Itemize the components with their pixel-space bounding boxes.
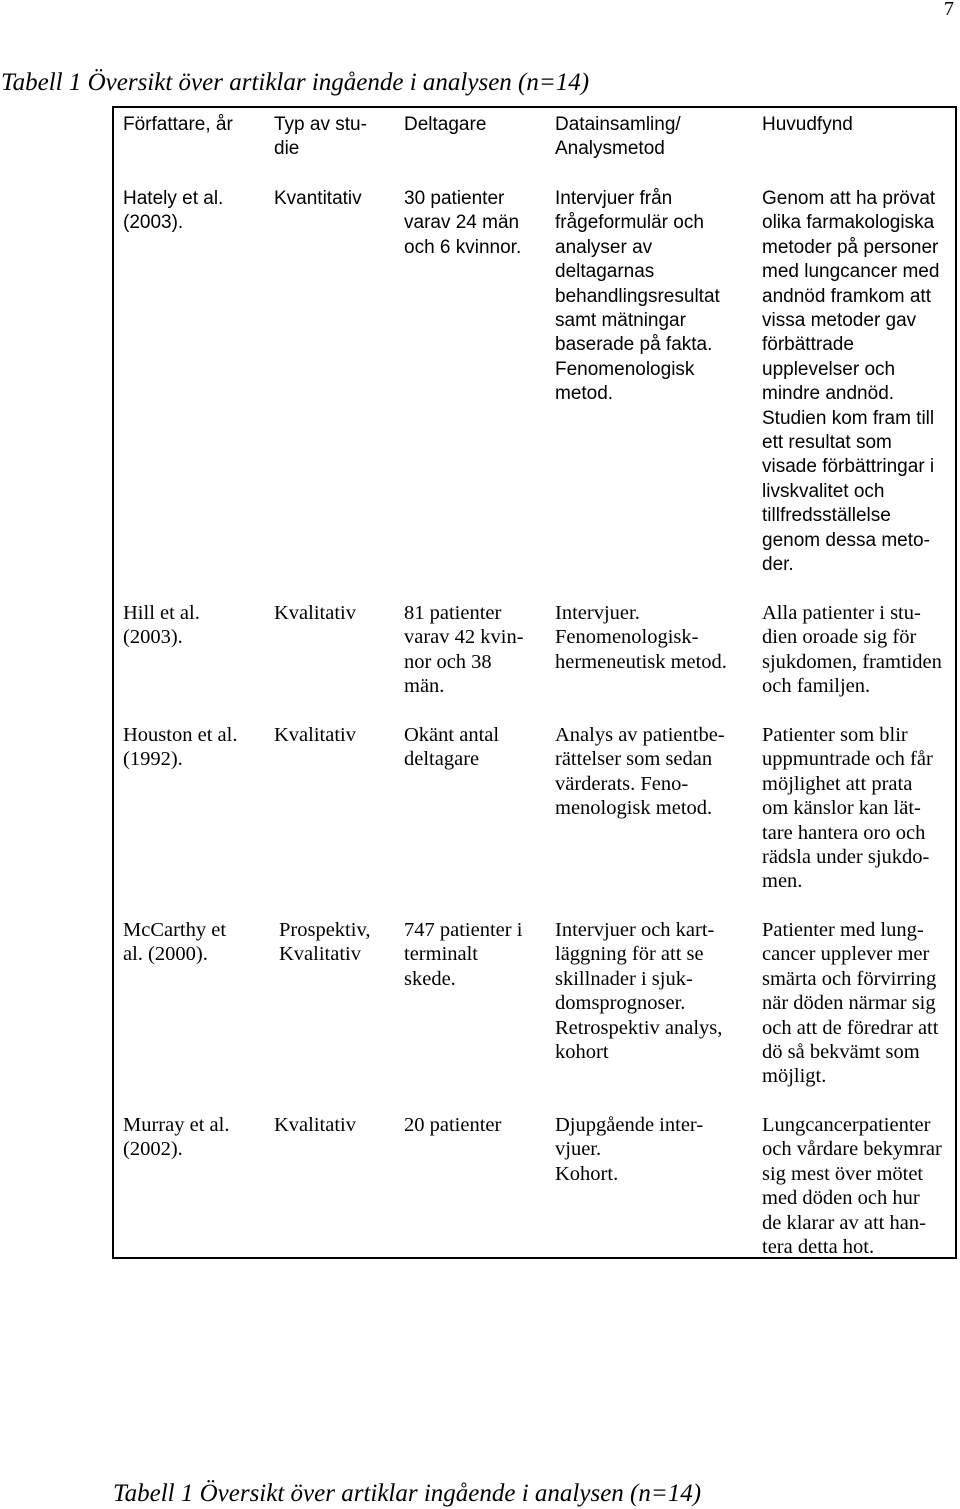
method-cell: Intervjuer och kart- läggning för att se skillnader i sjuk- domsprognoser. Retrospektiv analys, kohort xyxy=(555,919,723,1064)
study-type-cell: Kvantitativ xyxy=(274,188,362,209)
participants-cell: 747 patienter i terminalt skede. xyxy=(404,919,523,990)
header-findings: Huvudfynd xyxy=(762,114,853,135)
study-type-cell: Kvalitativ xyxy=(274,602,356,624)
header-method: Datainsamling/ Analysmetod xyxy=(555,114,681,160)
study-type-cell: Kvalitativ xyxy=(274,724,356,746)
table-caption-bottom: Tabell 1 Översikt över artiklar ingående i analysen (n=14) xyxy=(113,1480,702,1507)
table-row xyxy=(0,723,960,893)
method-cell: Analys av patientbe- rättelser som sedan värderats. Feno- menologisk metod. xyxy=(555,724,725,820)
findings-cell: Lungcancerpatienter och vårdare bekymrar sig mest över mötet med döden och hur de klarar av att han- tera detta hot. xyxy=(762,1114,942,1259)
table-row xyxy=(0,187,960,576)
method-cell: Djupgående inter- vjuer. Kohort. xyxy=(555,1114,704,1185)
author-cell: Hill et al. (2003). xyxy=(123,602,200,649)
table-row xyxy=(0,601,960,698)
findings-cell: Alla patienter i stu- dien oroade sig för sjukdomen, framtiden och familjen. xyxy=(762,602,942,698)
study-type-cell: Kvalitativ xyxy=(274,1114,356,1136)
findings-cell: Patienter som blir uppmuntrade och får möjlighet att prata om känslor kan lät- tare hantera oro och rädsla under sjukdo- men. xyxy=(762,724,933,893)
author-cell: Murray et al. (2002). xyxy=(123,1114,230,1161)
method-cell: Intervjuer. Fenomenologisk- hermeneutisk metod. xyxy=(555,602,727,673)
table-header-row xyxy=(0,113,960,160)
participants-cell: 20 patienter xyxy=(404,1114,502,1136)
header-participants: Deltagare xyxy=(404,114,487,135)
table-caption: Tabell 1 Översikt över artiklar ingående i analysen (n=14) xyxy=(1,69,590,96)
author-cell: McCarthy et al. (2000). xyxy=(123,919,227,966)
table-row xyxy=(0,1113,960,1259)
participants-cell: Okänt antal deltagare xyxy=(404,724,500,771)
study-type-cell: Prospektiv, Kvalitativ xyxy=(279,919,371,966)
method-cell: Intervjuer från frågeformulär och analyser av deltagarnas behandlingsresultat samt mätningar baserade på fakta. Fenomenologisk metod. xyxy=(555,188,720,405)
page-number: 7 xyxy=(944,0,954,20)
participants-cell: 81 patienter varav 42 kvin- nor och 38 män. xyxy=(404,602,524,698)
participants-cell: 30 patienter varav 24 män och 6 kvinnor. xyxy=(404,188,522,258)
findings-cell: Patienter med lung- cancer upplever mer smärta och förvirring när döden närmar sig och att de föredrar att dö så bekvämt som möjligt. xyxy=(762,919,939,1088)
author-cell: Hately et al. (2003). xyxy=(123,188,224,234)
header-study-type: Typ av stu- die xyxy=(274,114,367,160)
author-cell: Houston et al. (1992). xyxy=(123,724,238,771)
findings-cell: Genom att ha prövat olika farmakologiska metoder på personer med lungcancer med andnöd framkom att vissa metoder gav förbättrade upplevelser och mindre andnöd. Studien kom fram till ett resultat som visade förbättringar i livskvalitet och tillfredsställelse genom dessa meto- der. xyxy=(762,188,940,576)
table-row xyxy=(0,918,960,1088)
header-author: Författare, år xyxy=(123,114,233,135)
